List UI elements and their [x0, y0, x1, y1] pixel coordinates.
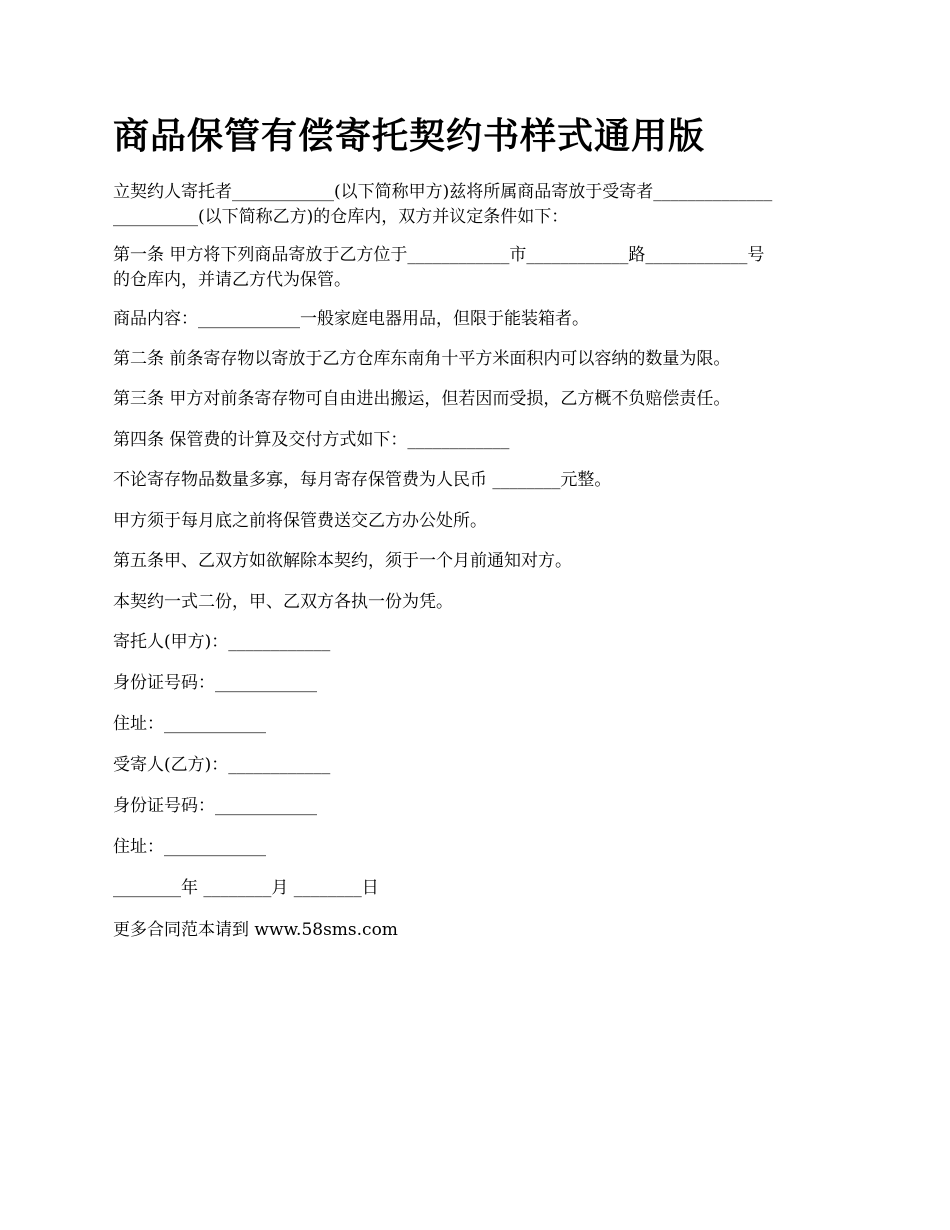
intro-line-1: 立契约人寄托者____________(以下简称甲方)兹将所属商品寄放于受寄者______________ — [113, 182, 773, 202]
article-1-line-1: 第一条 甲方将下列商品寄放于乙方位于____________市____________路____________号 — [113, 245, 765, 265]
intro-paragraph — [113, 180, 835, 230]
custodian-address-line: 住址：____________ — [113, 837, 266, 857]
article-5-paragraph: 第五条甲、乙双方如欲解除本契约，须于一个月前通知对方。 — [113, 551, 572, 571]
fee-delivery-paragraph: 甲方须于每月底之前将保管费送交乙方办公处所。 — [113, 511, 487, 531]
custodian-id-line: 身份证号码：____________ — [113, 796, 317, 816]
intro-line-2: __________(以下简称乙方)的仓库内，双方并议定条件如下： — [113, 207, 569, 227]
custodian-line: 受寄人(乙方)：____________ — [113, 755, 331, 775]
copies-paragraph: 本契约一式二份，甲、乙双方各执一份为凭。 — [113, 592, 453, 612]
article-4-paragraph: 第四条 保管费的计算及交付方式如下：____________ — [113, 430, 510, 450]
document-title: 商品保管有偿寄托契约书样式通用版 — [113, 115, 706, 157]
article-1-paragraph — [113, 243, 835, 293]
article-1-line-2: 的仓库内，并请乙方代为保管。 — [113, 270, 351, 290]
article-3-paragraph: 第三条 甲方对前条寄存物可自由进出搬运，但若因而受损，乙方概不负赔偿责任。 — [113, 389, 731, 409]
signature-date-line: ________年 ________月 ________日 — [113, 878, 379, 898]
depositor-address-line: 住址：____________ — [113, 714, 266, 734]
fee-amount-paragraph: 不论寄存物品数量多寡，每月寄存保管费为人民币 ________元整。 — [113, 470, 612, 490]
depositor-id-line: 身份证号码：____________ — [113, 673, 317, 693]
article-2-paragraph: 第二条 前条寄存物以寄放于乙方仓库东南角十平方米面积内可以容纳的数量为限。 — [113, 349, 731, 369]
depositor-line: 寄托人(甲方)：____________ — [113, 632, 331, 652]
footer-note: 更多合同范本请到 www.58sms.com — [113, 920, 398, 940]
goods-content-paragraph: 商品内容：____________一般家庭电器用品，但限于能装箱者。 — [113, 309, 589, 329]
